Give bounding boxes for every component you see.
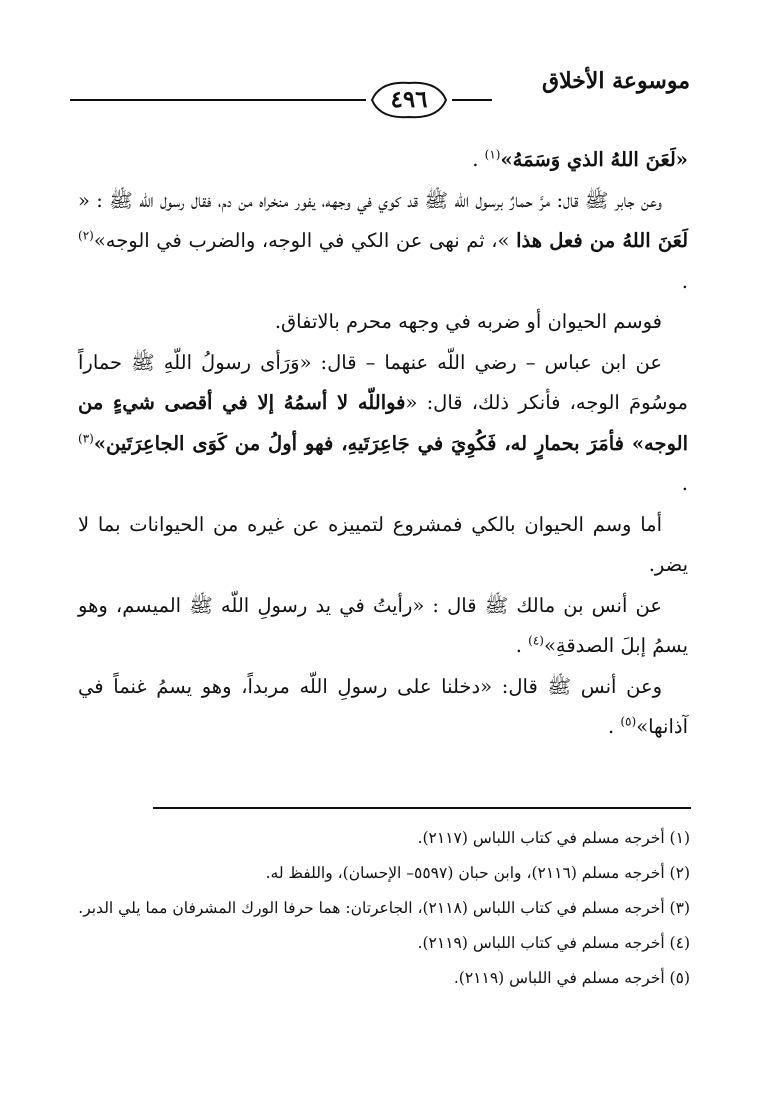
footnote-ref: (٢): [78, 228, 94, 243]
paragraph: [78, 302, 688, 343]
paragraph: [78, 505, 688, 586]
paragraph-text: وعن جابر ﷺ قال: مرَّ حمارٌ برسول اللّه ﷺ قد كوي في وجهه، يفور منخراه من دم، فقال رسول اللّه ﷺ : «: [78, 188, 662, 212]
paragraph: [78, 181, 688, 303]
paragraph-text: عن ابن عباس – رضي اللّه عنهما – قال: «وَرَأى رسولُ اللّهِ ﷺ حماراً موسُومَ الوجه، فأنكر ذلك، قال: «: [78, 350, 688, 414]
footnote-ref: (٣): [78, 431, 94, 445]
paragraph-text-cont: »، ثم نهى عن الكي في الوجه، والضرب في الوجه»: [93, 229, 517, 252]
footnote-ref: (٤): [528, 633, 544, 648]
footnote: (٣) أخرجه مسلم في كتاب اللباس (٢١١٨)، الجاعرتان: هما حرفا الورك المشرفان مما يلي الدبر.: [78, 899, 690, 917]
paragraph-text: أما وسم الحيوان بالكي فمشروع لتمييزه عن غيره من الحيوانات بما لا يضر.: [78, 512, 688, 576]
footnotes: [78, 821, 690, 996]
page-header: [70, 68, 690, 118]
bold-quote: «لَعَنَ اللهُ الذي وَسَمَهُ»: [500, 148, 688, 171]
footnote-ref: (١): [484, 147, 501, 162]
paragraph-end: .: [515, 634, 529, 657]
footnote: (٢) أخرجه مسلم (٢١١٦)، وابن حبان (٥٥٩٧– الإحسان)، واللفظ له.: [265, 864, 690, 882]
main-text: [78, 140, 688, 748]
header-rule-right: [452, 99, 492, 101]
paragraph-end: .: [681, 472, 688, 495]
header-rule-left: [70, 99, 366, 101]
paragraph-end: .: [607, 715, 621, 738]
footnote-separator: [153, 807, 691, 809]
paragraph: [78, 667, 688, 748]
paragraph-text: عن أنس بن مالك ﷺ قال : «رأيتُ في يد رسولِ اللّه ﷺ الميسم، وهو يسمُ إبلَ الصدقةِ»: [78, 593, 688, 657]
page-number: ٤٩٦: [390, 86, 428, 113]
book-title: موسوعة الأخلاق: [542, 68, 690, 94]
footnote: (١) أخرجه مسلم في كتاب اللباس (٢١١٧).: [417, 829, 690, 847]
footnote: (٥) أخرجه مسلم في اللباس (٢١١٩).: [453, 969, 690, 987]
footnote: (٤) أخرجه مسلم في كتاب اللباس (٢١١٩).: [417, 934, 690, 952]
paragraph: [78, 343, 688, 505]
bold-quote: لَعَنَ اللهُ من فعل هذا: [516, 229, 689, 252]
paragraph-end: .: [681, 269, 688, 293]
paragraph: [78, 140, 688, 181]
paragraph-text: فوسم الحيوان أو ضربه في وجهه محرم بالاتفاق.: [274, 310, 662, 333]
footnote-ref: (٥): [620, 714, 637, 729]
paragraph: [78, 586, 688, 667]
bold-quote: فواللّه لا أسمُهُ إلا في أقصى شيءٍ من الوجه» فأمَرَ بحمارٍ له، فَكُوِيَ في جَاعِرَتَيهِ، فهو أولُ من كَوَى الجاعِرَتَين»: [78, 391, 688, 455]
paragraph-end: .: [472, 148, 485, 171]
paragraph-text: وعن أنس ﷺ قال: «دخلنا على رسولِ اللّه مربداً، وهو يسمُ غنماً في آذانها»: [78, 674, 688, 738]
page-number-frame: [366, 78, 452, 122]
